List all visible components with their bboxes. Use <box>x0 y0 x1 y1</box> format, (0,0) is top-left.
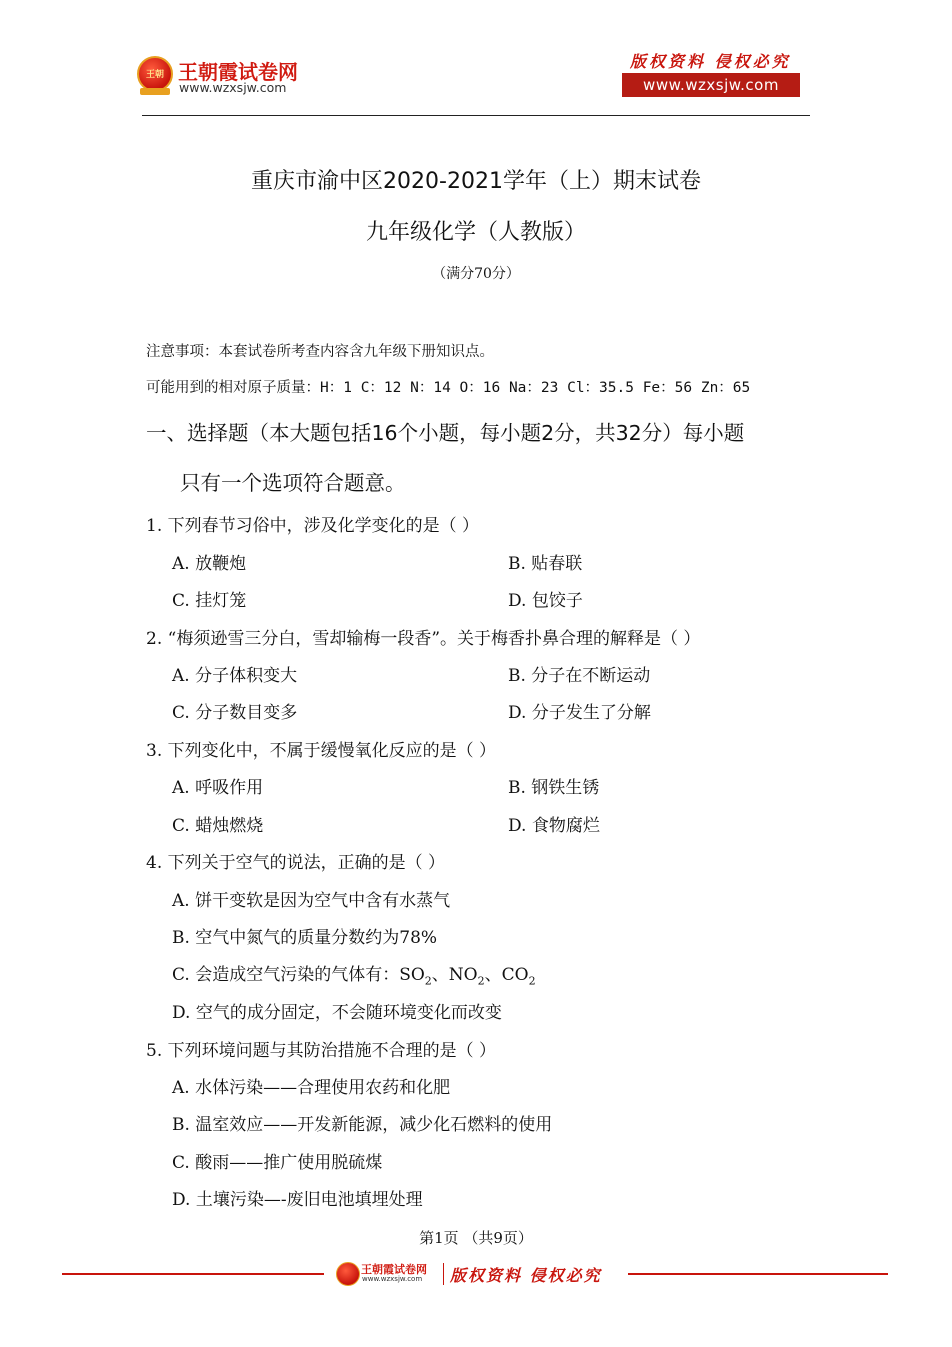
q2-option-b: B. 分子在不断运动 <box>508 666 651 686</box>
atomic-mass-note: 可能用到的相对原子质量：H：1 C：12 N：14 O：16 Na：23 Cl：35.5 Fe：56 Zn：65 <box>146 380 751 396</box>
attention-note: 注意事项：本套试卷所考查内容含九年级下册知识点。 <box>146 344 494 360</box>
exam-subtitle: 九年级化学（人教版） <box>365 220 586 245</box>
exam-title: 重庆市渝中区2020-2021学年（上）期末试卷 <box>251 169 701 194</box>
page-number: 第1页 （共9页） <box>419 1229 533 1247</box>
question-5: 5. 下列环境问题与其防治措施不合理的是（ ） <box>146 1041 497 1061</box>
brand-name: 王朝霞试卷网 <box>178 60 298 84</box>
q5-option-b: B. 温室效应——开发新能源，减少化石燃料的使用 <box>172 1115 553 1135</box>
q3-option-a: A. 呼吸作用 <box>172 778 264 798</box>
q1-option-d: D. 包饺子 <box>508 591 583 611</box>
footer-logo-icon <box>336 1262 360 1286</box>
q4-option-b: B. 空气中氮气的质量分数约为78% <box>172 928 438 948</box>
q5-option-d: D. 土壤污染—-废旧电池填埋处理 <box>172 1190 423 1210</box>
url-banner: www.wzxsjw.com <box>622 73 800 97</box>
section-heading-cont: 只有一个选项符合题意。 <box>180 471 406 495</box>
q3-option-d: D. 食物腐烂 <box>508 816 600 836</box>
section-heading: 一、选择题（本大题包括16个小题，每小题2分，共32分）每小题 <box>146 421 745 445</box>
brand-logo-icon: 王朝 <box>137 56 173 92</box>
question-2: 2. “梅须逊雪三分白，雪却输梅一段香”。关于梅香扑鼻合理的解释是（ ） <box>146 629 701 649</box>
q5-option-a: A. 水体污染——合理使用农药和化肥 <box>172 1078 451 1098</box>
footer-brand-url: www.wzxsjw.com <box>362 1275 423 1283</box>
q1-option-c: C. 挂灯笼 <box>172 591 247 611</box>
footer-line-left <box>62 1273 324 1275</box>
footer-separator <box>443 1263 444 1285</box>
full-score: （满分70分） <box>432 266 520 282</box>
q4-option-c: C. 会造成空气污染的气体有：$SO_2$、$NO_2$、$CO_2$ <box>172 965 536 988</box>
footer-copyright: 版权资料 侵权必究 <box>450 1266 602 1285</box>
copyright-notice: 版权资料 侵权必究 <box>630 52 791 71</box>
question-3: 3. 下列变化中，不属于缓慢氧化反应的是（ ） <box>146 741 497 761</box>
question-4: 4. 下列关于空气的说法，正确的是（ ） <box>146 853 446 873</box>
header-divider <box>142 115 810 116</box>
q2-option-d: D. 分子发生了分解 <box>508 703 651 723</box>
q3-option-b: B. 钢铁生锈 <box>508 778 600 798</box>
q2-option-a: A. 分子体积变大 <box>172 666 298 686</box>
footer-line-right <box>628 1273 888 1275</box>
q2-option-c: C. 分子数目变多 <box>172 703 298 723</box>
footer-brand-name: 王朝霞试卷网 <box>361 1263 427 1276</box>
q1-option-b: B. 贴春联 <box>508 554 583 574</box>
q5-option-c: C. 酸雨——推广使用脱硫煤 <box>172 1153 383 1173</box>
q4-option-d: D. 空气的成分固定，不会随环境变化而改变 <box>172 1003 502 1023</box>
q1-option-a: A. 放鞭炮 <box>172 554 247 574</box>
logo-ribbon <box>140 88 170 95</box>
q3-option-c: C. 蜡烛燃烧 <box>172 816 264 836</box>
q4-option-a: A. 饼干变软是因为空气中含有水蒸气 <box>172 891 451 911</box>
brand-url: www.wzxsjw.com <box>179 80 287 95</box>
question-1: 1. 下列春节习俗中，涉及化学变化的是（ ） <box>146 516 480 536</box>
